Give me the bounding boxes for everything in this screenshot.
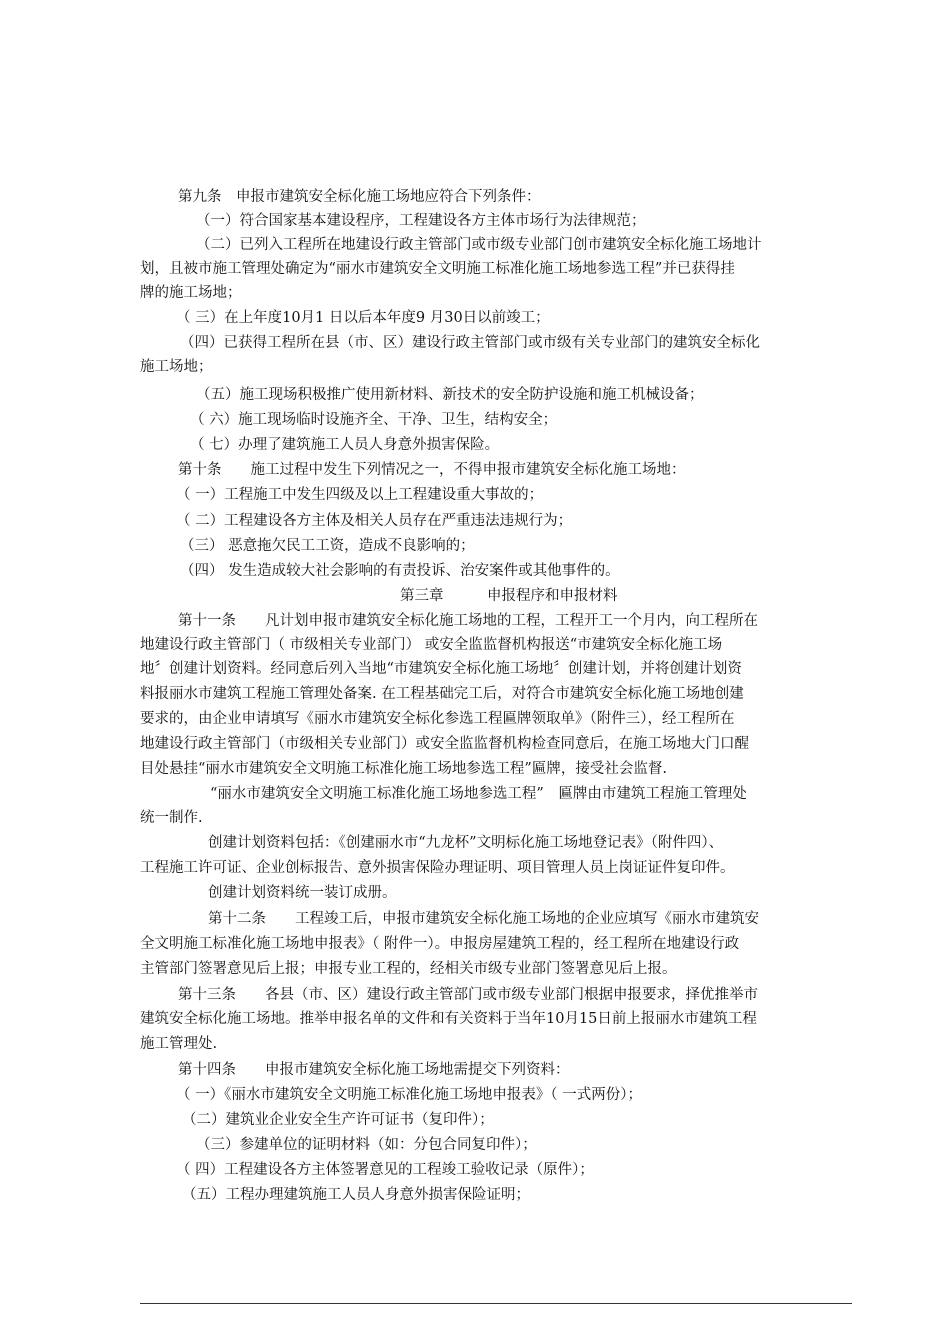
- article-13-heading: 第十三条 各县（市、区）建设行政主管部门或市级专业部门根据申报要求，择优推举市: [178, 987, 758, 1003]
- article-9-item-2-cont: 牌的施工场地；: [140, 285, 242, 301]
- article-10-item-3: （三） 恶意拖欠民工工资，造成不良影响的；: [180, 538, 475, 554]
- article-9-item-2: （二）已列入工程所在地建设行政主管部门或市级专业部门创市建筑安全标化施工场地计: [196, 237, 762, 253]
- article-9-item-5: （五）施工现场积极推广使用新材料、新技术的安全防护设施和施工机械设备；: [196, 387, 704, 403]
- article-10-item-4: （四） 发生造成较大社会影响的有责投诉、治安案件或其他事件的。: [180, 563, 620, 579]
- article-10-item-2: （ 二）工程建设各方主体及相关人员存在严重违法违规行为；: [176, 513, 573, 529]
- article-9-item-4-cont: 施工场地；: [140, 359, 213, 375]
- article-9-item-1: （一）符合国家基本建设程序，工程建设各方主体市场行为法律规范；: [196, 213, 646, 229]
- footer-divider: [140, 1303, 852, 1304]
- article-13-cont: 建筑安全标化施工场地。推举申报名单的文件和有关资料于当年10月15日前上报丽水市建筑工程: [140, 1011, 757, 1027]
- article-14-item-1: （ 一）《丽水市建筑安全文明施工标准化施工场地申报表》（ 一式两份）；: [176, 1087, 642, 1103]
- article-11-cont: 地建设行政主管部门（市级相关专业部门）或安全监监督机构检查同意后，在施工场地大门口醒: [140, 736, 749, 752]
- article-11-cont: 要求的，由企业申请填写《丽水市建筑安全标化参选工程匾牌领取单》（附件三），经工程所在: [140, 711, 735, 727]
- plan-binding-note: 创建计划资料统一装订成册。: [208, 885, 397, 901]
- article-10-item-1: （ 一）工程施工中发生四级及以上工程建设重大事故的；: [176, 487, 544, 503]
- article-9-item-4: （四）已获得工程所在县（市、区）建设行政主管部门或市级有关专业部门的建筑安全标化: [180, 335, 760, 351]
- article-14-item-2: （二）建筑业企业安全生产许可证书（复印件）；: [182, 1112, 494, 1128]
- article-9-item-2-cont: 划，且被市施工管理处确定为“丽水市建筑安全文明施工标准化施工场地参选工程”并已获得挂: [140, 261, 735, 277]
- plan-materials-cont: 工程施工许可证、企业创标报告、意外损害保险办理证明、项目管理人员上岗证证件复印件。: [140, 860, 735, 876]
- article-12-cont: 全文明施工标准化施工场地申报表》（ 附件一）。申报房屋建筑工程的，经工程所在地建设行政: [140, 936, 740, 952]
- article-11-heading: 第十一条 凡计划申报市建筑安全标化施工场地的工程，工程开工一个月内，向工程所在: [178, 613, 758, 629]
- chapter-3-heading: 第三章 申报程序和申报材料: [400, 588, 618, 604]
- article-9-heading: 第九条 申报市建筑安全标化施工场地应符合下列条件：: [178, 189, 541, 205]
- article-12-heading: 第十二条 工程竣工后，申报市建筑安全标化施工场地的企业应填写《丽水市建筑安: [208, 911, 759, 927]
- article-11-cont: 地建设行政主管部门（ 市级相关专业部门） 或安全监监督机构报送“市建筑安全标化施工场: [140, 637, 723, 653]
- article-9-item-6: （ 六）施工现场临时设施齐全、干净、卫生，结构安全；: [190, 412, 558, 428]
- article-11-cont: 料报丽水市建筑工程施工管理处备案. 在工程基础完工后，对符合市建筑安全标化施工场地创建: [140, 686, 744, 702]
- article-9-item-3: （ 三）在上年度10月1 日以后本年度9 月30日以前竣工；: [176, 310, 550, 326]
- plan-materials: 创建计划资料包括：《创建丽水市“九龙杯”文明标化施工场地登记表》（附件四）、: [208, 835, 724, 851]
- article-13-cont: 施工管理处.: [140, 1036, 218, 1052]
- article-14-heading: 第十四条 申报市建筑安全标化施工场地需提交下列资料：: [178, 1062, 570, 1078]
- article-14-item-5: （五）工程办理建筑施工人员人身意外损害保险证明；: [182, 1187, 530, 1203]
- article-10-heading: 第十条 施工过程中发生下列情况之一，不得申报市建筑安全标化施工场地：: [178, 462, 686, 478]
- plaque-note: “丽水市建筑安全文明施工标准化施工场地参选工程” 匾牌由市建筑工程施工管理处: [210, 786, 747, 802]
- article-12-cont: 主管部门签署意见后上报；申报专业工程的，经相关市级专业部门签署意见后上报。: [140, 961, 677, 977]
- article-11-cont: 地〞创建计划资料。经同意后列入当地“市建筑安全标化施工场地〞创建计划，并将创建计划资: [140, 661, 742, 677]
- article-11-cont: 目处悬挂“丽水市建筑安全文明施工标准化施工场地参选工程”匾牌，接受社会监督.: [140, 761, 667, 777]
- article-14-item-4: （ 四）工程建设各方主体签署意见的工程竣工验收记录（原件）；: [176, 1162, 594, 1178]
- article-14-item-3: （三）参建单位的证明材料（如：分包合同复印件）；: [196, 1137, 537, 1153]
- article-9-item-7: （ 七）办理了建筑施工人员人身意外损害保险。: [190, 437, 500, 453]
- plaque-note-cont: 统一制作.: [140, 810, 203, 826]
